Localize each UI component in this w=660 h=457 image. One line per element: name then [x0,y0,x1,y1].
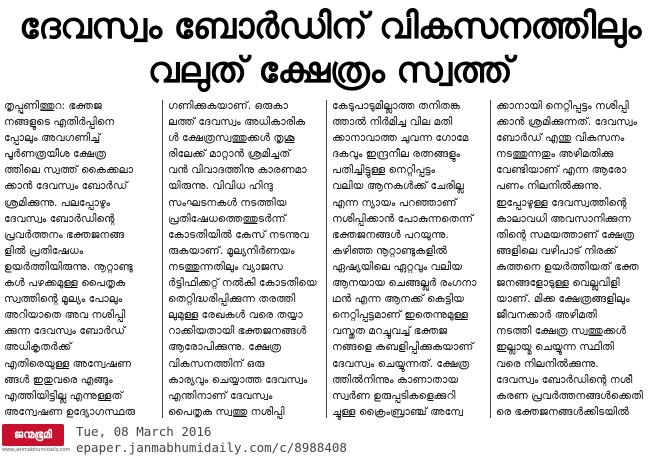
article-line: ഥൻ എന്ന ആനക്ക് കെട്ടിയ [332,293,465,306]
article-line: നെറ്റിപ്പട്ടമാണ് ഇതെന്നുമുള്ള [332,309,469,322]
publication-date: Tue, 08 March 2016 [76,424,212,439]
article-line: ക്കാൻ ശ്രമിക്കുന്നത്. ദേവസ്വം [496,116,638,129]
article-line: ആനയായ ചെങ്ങല്ലൂർ രംഗനാ [332,277,477,290]
article-line: കരണ പ്രവർത്തനങ്ങൾക്കെതി [496,389,643,402]
article-line: പൂർണത്രയീശ ക്ഷേത്ര [4,148,106,161]
article-line: ലത്ത് ദേവസ്വം അധികാരിക [168,116,306,129]
article-line: പതിച്ചിട്ടുള്ള നെറ്റിപ്പട്ടം [332,164,436,177]
article-line: കാര്യവും ചെയ്യാത്ത ദേവസ്വം [168,373,308,386]
article-line: കേടുപാടുമില്ലാത്ത തനിതങ്ക [332,100,461,112]
article-line: റാക്കിയതായി ഭക്തജനങ്ങൾ [168,325,307,338]
article-line: വസ്തുത മറച്ചുവച്ച് ഭക്തജ [332,325,448,338]
article-column-1 [4,98,156,420]
headline-line-2: വലുത് ക്ഷേത്രം സ്വത്ത് [147,50,513,91]
article-line: വൻ വിവാദത്തിനു കാരണമാ [168,164,307,177]
article-line: ആരോപിക്കുന്നു. ക്ഷേത്ര [168,341,282,354]
article-line: തിന്റെ സമയത്താണ് ക്ഷേത്ര [496,228,635,241]
article-line: കാലാവധി അവസാനിക്കുന്ന [496,212,631,225]
article-column-3 [332,98,484,420]
article-line: ക്കാൻ ദേവസ്വം ബോർഡ് [4,180,128,193]
article-line: ഇപ്പോഴുള്ള ദേവസ്വത്തിന്റെ [496,196,627,209]
article-line: ഇല്ലായ്മ ചെയ്യുന്ന സ്ഥിതി [496,341,614,354]
article-line: ഭക്തജനങ്ങൾ പറയുന്നു. [332,228,449,241]
article-line: ശ്രമിക്കുന്നു. പലപ്പോഴും [4,196,111,209]
logo-wordmark: ജന്മഭൂമി [2,424,64,446]
article-line: നടത്തുന്നതിലും വ്യാജസ [168,260,283,273]
article-line: യാണ്. മിക്ക ക്ഷേത്രങ്ങളിലും [496,293,630,306]
article-line: പ്രതിഷേധത്തെത്തുടർന്ന് [168,212,286,225]
article-line: സ്വത്തിന്റെ മൂല്യം പോലും [4,293,123,306]
article-line: ക്കാനാവാത്ത ചുവന്ന ഗോമേ [332,132,469,145]
article-line: പ്പോലും അവഗണിച്ച് [4,132,101,145]
article-line: കൾ പഴക്കമുള്ള പൈതൃക [4,277,126,290]
epaper-url[interactable]: epaper.janmabhumidaily.com/c/8988408 [76,440,347,455]
article-line: പ്രവർത്തനം ഭക്തജനങ്ങ [4,228,125,241]
article-line: ബോർഡ് എന്തു വികസനം [496,132,625,145]
article-line: വേണ്ടിയാണ് എന്ന ആരോ [496,164,627,177]
article-line: ങ്ങൾ ഇതുവരെ എങ്ങും [4,373,113,386]
article-line: ൾ ക്ഷേത്രസ്വത്തുക്കൾ തൃശൂ [168,132,295,145]
column-divider [326,100,327,418]
article-line: നങ്ങളെ കബളിപ്പിക്കുകയാണ് [332,341,474,354]
article-column-2 [168,98,320,420]
article-line: സംഘടനകൾ നടത്തിയ [168,196,287,209]
article-line: ത്തിൽനിന്നും കാണാതായ [332,373,459,386]
article-line: വികസനത്തിന് ഒരു [168,357,265,370]
logo-website: www.janmabhumidaily.com [2,447,71,453]
article-line: നടത്തി ക്ഷേത്ര സ്വത്തുക്കൾ [496,325,627,338]
article-line: ജനങ്ങളോടുള്ള വെല്ലുവിളി [496,277,620,290]
article-line: അന്വേഷണ ഉദ്യോഗസ്ഥരു [4,405,136,418]
headline [0,0,660,96]
article-line: എതിരെയുള്ള അന്വേഷണ [4,357,132,370]
article-line: കുത്തനെ ഉയർത്തിയത് ഭക്ത [496,260,639,273]
article-line: ത്തിലെ സ്വത്ത് കൈക്കലാ [4,164,134,177]
epaper-footer [0,423,660,457]
article-line: രെ ഭക്തജനങ്ങൾക്കിടയിൽ [496,405,629,418]
article-line: കോടതിയിൽ കേസ് നടന്നുവ [168,228,309,241]
article-line: നശിപ്പിക്കാൻ പോകുന്നതെന്ന് [332,212,474,225]
article-line: സ്വർണ ഉരുപ്പടികളെക്കുറി [332,389,456,402]
article-line: ക്കാനായി നെറ്റിപ്പട്ടം നശിപ്പി [496,100,629,112]
article-line: ജീവനക്കാർ അഴിമതി [496,309,597,322]
article-line: ത്താൽ നിർമിച്ച വില മതി [332,116,453,129]
article-line: ങ്ങളിലെ വഴിപാട് നിരക്ക് [496,244,617,257]
article-line: ദേവസ്വം ചെയ്യുന്നത്. ക്ഷേത്ര [332,357,470,370]
article-line: എന്തിനാണ് ദേവസ്വം [168,389,273,402]
article-line: തൃപ്പൂണിത്തുറ: ഭക്തജ [4,100,102,112]
article-line: ക്കുന്ന ദേവസ്വം ബോർഡ് [4,325,126,338]
article-line: ദേവസ്വം ബോർഡിന്റെ [4,212,115,225]
article-line: രുകയാണ്. മൂല്യനിർണയം [168,244,295,257]
article-line: കഴിഞ്ഞ നൂറ്റാണ്ടുകളിൽ [332,244,448,257]
article-line: ഗണിക്കുകയാണ്. ഒരുകാ [168,100,288,112]
article-line: രിലേക്ക് മാറ്റാൻ ശ്രമിച്ചത് [168,148,291,161]
column-divider [490,100,491,418]
article-line: പണം നിലനിൽക്കുന്നു. [496,180,602,193]
article-line: ളിൽ പ്രതിഷേധം [4,244,84,257]
article-line: എത്തിയിട്ടില്ല എന്നുള്ളത് [4,389,123,402]
article-line: പൈതൃക സ്വത്തു നശിപ്പി [168,405,285,418]
article-line: ദേവസ്വം ബോർഡിന്റെ നശീ [496,373,633,386]
article-line: ലുമുള്ള രേഖകൾ വരെ തയ്യാ [168,309,303,322]
janmabhumi-logo[interactable] [2,424,71,454]
article-line: നങ്ങളുടെ എതിർപ്പിനെ [4,116,115,129]
article-line: അറിയാതെ അവ നശിപ്പി [4,309,126,322]
article-column-4 [496,98,654,420]
article-line: ർട്ടിഫിക്കറ്റ് നൽകി കോടതിയെ [168,277,317,290]
headline-line-1: ദേവസ്വം ബോർഡിന് വികസനത്തിലും [19,6,641,47]
article-line: ഉയർത്തിയിരുന്നു. നൂറ്റാണ്ടു [4,260,133,273]
article-line: ദകവും ഇന്ദ്രനീല രത്നങ്ങളും [332,148,461,161]
column-divider [162,100,163,418]
article-line: എന്ന ന്യായം പറഞ്ഞാണ് [332,196,457,209]
article-line: വരെ നിലനിൽക്കുന്നു. [496,357,599,370]
article-line: ച്ചുള്ള ക്രൈംബ്രാഞ്ച് അന്വേ [332,405,463,418]
article-body [4,98,656,420]
article-line: തെറ്റിദ്ധരിപ്പിക്കുന്ന തരത്തി [168,293,296,306]
article-line: നടത്തുന്നതും അഴിമതിക്കു [496,148,614,161]
article-line: യിരുന്നു. വിവിധ ഹിന്ദു [168,180,273,193]
article-line: ഏഷ്യയിലെ ഏറ്റവും വലിയ [332,260,463,273]
article-line: അധികൃതർക്ക് [4,341,72,354]
article-line: വലിയ ആനകൾക്ക് ചേരില്ല [332,180,464,193]
